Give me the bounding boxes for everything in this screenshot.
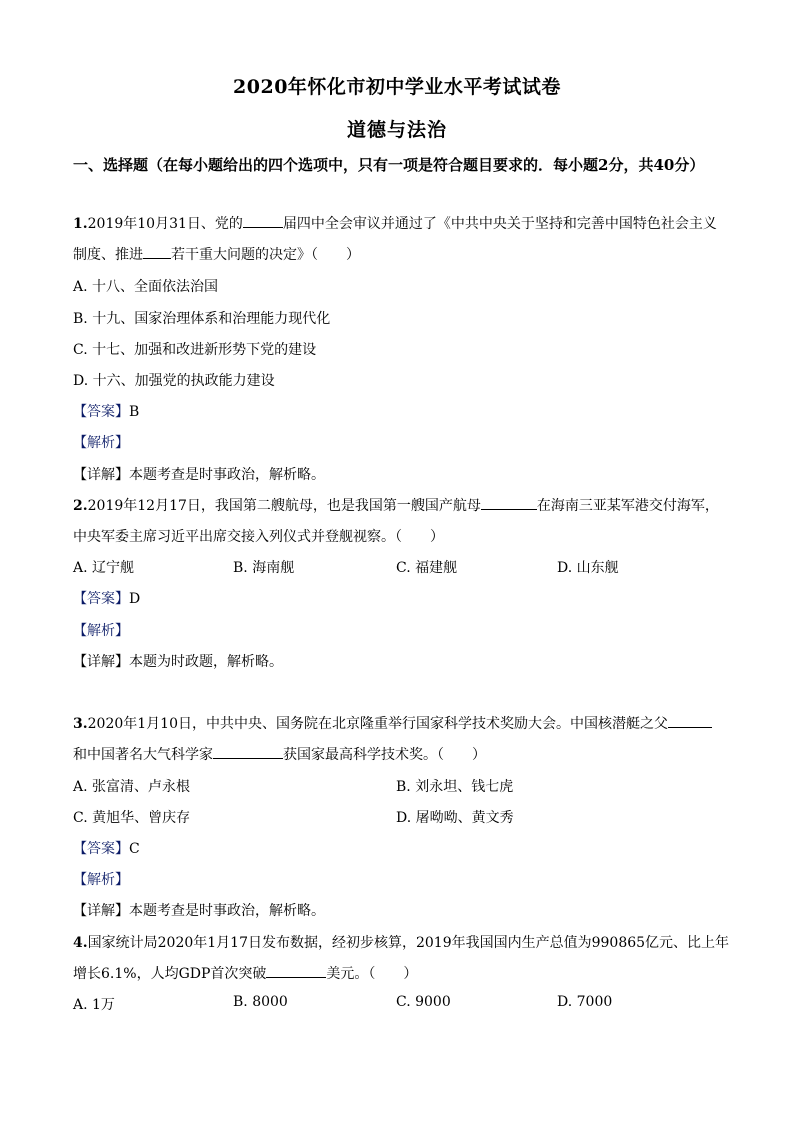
- option-a: A. 辽宁舰: [73, 560, 135, 576]
- answer-blank: [668, 713, 712, 728]
- answer-line: [73, 401, 733, 421]
- option-c: C. 黄旭华、曾庆存: [73, 810, 191, 826]
- question-2-line-2: 中央军委主席习近平出席交接入列仪式并登舰视察。（ ）: [73, 529, 444, 545]
- analysis-line: [73, 869, 733, 889]
- option-d: D. 7000: [557, 994, 613, 1010]
- answer-blank: [143, 244, 171, 259]
- question-number: 2.: [73, 498, 88, 514]
- option-b: B. 刘永坦、钱七虎: [396, 779, 514, 795]
- answer-value: C: [129, 841, 140, 857]
- option-b: B. 十九、国家治理体系和治理能力现代化: [73, 311, 331, 327]
- question-1-line-2: 制度、推进 若干重大问题的决定》（ ）: [73, 244, 733, 264]
- answer-line: [73, 588, 733, 608]
- detail-line: 【详解】本题为时政题，解析略。: [73, 654, 283, 670]
- analysis-line: [73, 432, 733, 452]
- exam-title: 2020年怀化市初中学业水平考试试卷: [233, 76, 561, 98]
- question-number: 4.: [73, 935, 88, 951]
- option-c: C. 福建舰: [396, 560, 458, 576]
- detail-tag: 【详解】: [73, 903, 129, 919]
- analysis-tag: 【解析】: [73, 872, 129, 888]
- option-a: A. 张富清、卢永根: [73, 779, 191, 795]
- answer-blank: [481, 495, 537, 510]
- option-a: A. 1万: [73, 997, 115, 1013]
- detail-line: 【详解】本题考查是时事政治，解析略。: [73, 467, 325, 483]
- answer-value: B: [129, 404, 140, 420]
- option-d: D. 屠呦呦、黄文秀: [396, 810, 514, 826]
- option-d: D. 山东舰: [557, 560, 619, 576]
- option-b: B. 8000: [233, 994, 288, 1010]
- detail-tag: 【详解】: [73, 654, 129, 670]
- analysis-tag: 【解析】: [73, 623, 129, 639]
- question-number: 1.: [73, 216, 88, 232]
- question-1-line-1: 1.2019年10月31日、党的 届四中全会审议并通过了《中共中央关于坚持和完善中国特色社会主义: [73, 213, 733, 233]
- option-c: C. 十七、加强和改进新形势下党的建设: [73, 342, 317, 358]
- question-3-line-1: 3.2020年1月10日，中共中央、国务院在北京隆重举行国家科学技术奖励大会。中国核潜艇之父: [73, 713, 733, 733]
- question-number: 3.: [73, 716, 88, 732]
- answer-tag: 【答案】: [73, 591, 129, 607]
- question-4-line-2: 增长6.1%，人均GDP首次突破 美元。（ ）: [73, 963, 733, 983]
- answer-blank: [243, 213, 283, 228]
- question-2-line-1: 2.2019年12月17日，我国第二艘航母，也是我国第一艘国产航母 在海南三亚某军港交付海军，: [73, 495, 733, 515]
- detail-line: 【详解】本题考查是时事政治，解析略。: [73, 903, 325, 919]
- question-3-line-2: 和中国著名大气科学家 获国家最高科学技术奖。（ ）: [73, 744, 733, 764]
- option-d: D. 十六、加强党的执政能力建设: [73, 373, 275, 389]
- answer-tag: 【答案】: [73, 404, 129, 420]
- answer-value: D: [129, 591, 141, 607]
- subject-title: 道德与法治: [346, 119, 447, 141]
- detail-tag: 【详解】: [73, 467, 129, 483]
- answer-blank: [266, 963, 326, 978]
- option-b: B. 海南舰: [233, 560, 295, 576]
- analysis-tag: 【解析】: [73, 435, 129, 451]
- analysis-line: [73, 620, 733, 640]
- answer-line: [73, 838, 733, 858]
- option-a: A. 十八、全面依法治国: [73, 279, 219, 295]
- answer-tag: 【答案】: [73, 841, 129, 857]
- answer-blank: [213, 744, 283, 759]
- option-c: C. 9000: [396, 994, 451, 1010]
- question-4-line-1: 4.国家统计局2020年1月17日发布数据，经初步核算，2019年我国国内生产总值为990865亿元、比上年: [73, 935, 730, 951]
- section-heading: 一、选择题（在每小题给出的四个选项中，只有一项是符合题目要求的．每小题2分，共40分）: [73, 156, 705, 174]
